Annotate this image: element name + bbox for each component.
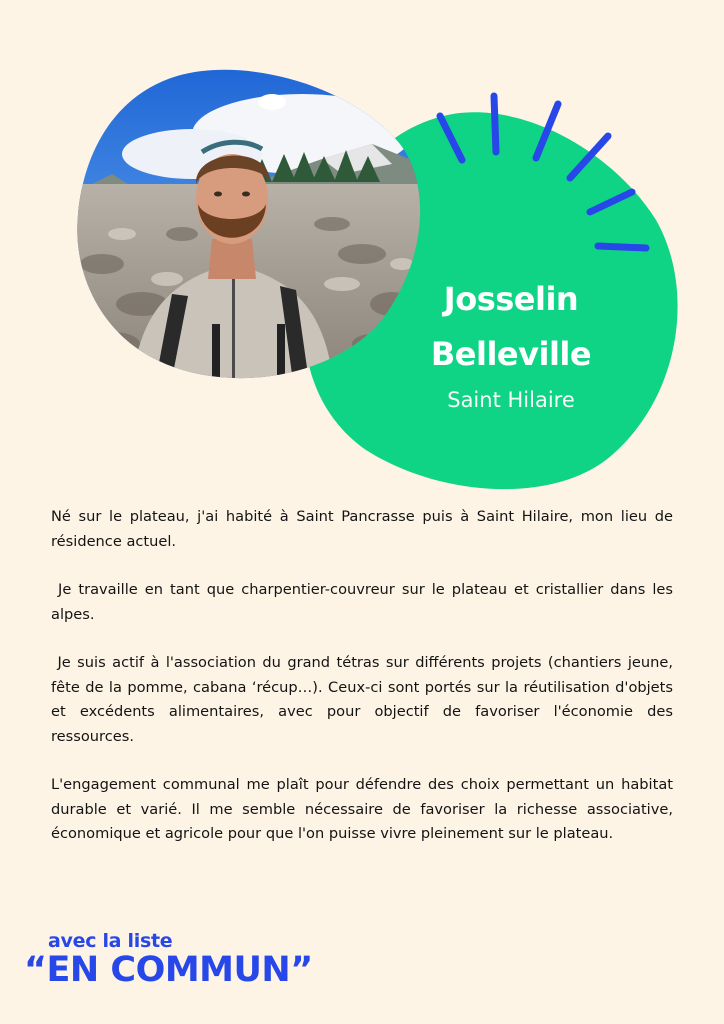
sparkle-stroke [570,136,608,178]
sparkle-strokes [430,88,660,263]
bio-paragraph: Je suis actif à l'association du grand tétras sur différents projets (chantiers jeune, fête de la pomme, cabana ‘récup…). Ceux-ci sont portés sur la réutilisation d'objets et excédents alimentaires, avec pour objectif de favoriser l'économie des ressources. [51,654,678,745]
bio-paragraph: L'engagement communal me plaît pour défendre des choix permettant un habitat durable et varié. Il me semble nécessaire de favoriser la richesse associative, économique et agricole pour que l'on puisse vivre pleinement sur le plateau. [51,776,673,842]
place-label: Saint Hilaire [447,388,575,412]
bio-paragraph: Je travaille en tant que charpentier-couvreur sur le plateau et cristallier dans les alpes. [51,581,678,623]
sparkle-stroke [494,96,496,152]
sparkle-stroke [590,192,632,212]
footer-tagline: avec la liste [48,930,173,952]
candidate-name-block [406,272,616,412]
sparkle-stroke [440,116,462,160]
list-footer [24,930,313,988]
last-name: Belleville [430,335,592,373]
portrait-photo [72,64,422,389]
bio-paragraph: Né sur le plateau, j'ai habité à Saint Pancrasse puis à Saint Hilaire, mon lieu de résidence actuel. [51,508,673,550]
sparkle-stroke [536,104,558,158]
bio-text [51,505,678,871]
first-name: Josselin [443,280,579,318]
footer-list-name: “EN COMMUN” [24,950,313,990]
sparkle-stroke [598,246,646,248]
